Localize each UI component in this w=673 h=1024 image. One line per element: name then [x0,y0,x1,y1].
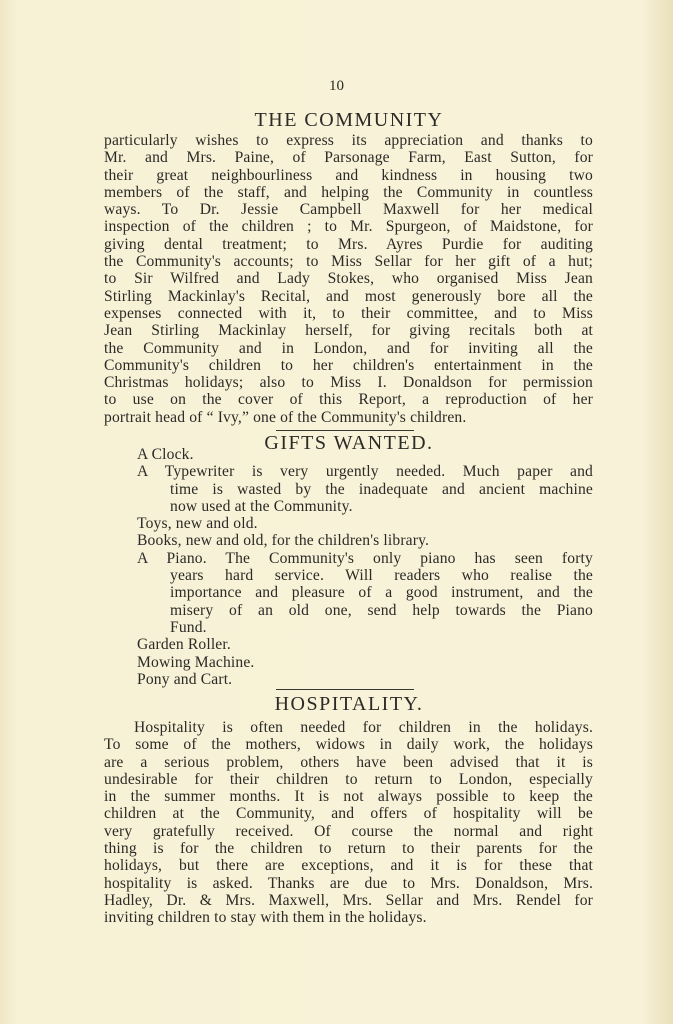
gift-item-line: Books, new and old, for the children's library. [137,532,430,550]
text-line: portrait head of “ Ivy,” one of the Community's children. [104,408,467,426]
text-line: the Community's accounts; to Miss Sellar for her gift of a hut; [104,253,593,271]
text-line: Hospitality is often needed for children in the holidays. [134,719,593,736]
text-line: To some of the mothers, widows in daily work, the holidays [104,736,593,754]
gift-item [137,550,593,636]
text-line: inspection of the children ; to Mr. Spurgeon, of Maidstone, for [104,218,593,236]
section-divider [276,689,414,690]
gift-item [137,446,593,463]
section-heading-community: THE COMMUNITY [254,109,444,131]
section-heading-hospitality: HOSPITALITY. [274,693,424,715]
text-line: very gratefully received. Of course the normal and right [104,822,593,840]
text-line: Community's children to her children's entertainment in the [104,356,593,374]
gift-item-line: time is wasted by the inadequate and ancient machine [170,480,593,498]
gift-item-line: now used at the Community. [170,497,353,515]
gift-item [137,532,593,549]
gifts-wanted-list [137,446,593,688]
gift-item-line: A Piano. The Community's only piano has seen forty [137,549,593,567]
text-line: thing is for the children to return to their parents for the [104,840,593,858]
text-line: members of the staff, and helping the Community in countless [104,183,593,201]
gift-item-line: years hard service. Will readers who realise the [170,567,593,585]
text-line: ways. To Dr. Jessie Campbell Maxwell for her medical [104,201,593,219]
gift-item [137,636,593,653]
text-line: inviting children to stay with them in the holidays. [104,909,427,927]
text-line: Christmas holidays; also to Miss I. Donaldson for permission [104,374,593,392]
text-line: in the summer months. It is not always possible to keep the [104,788,593,806]
text-line: Hadley, Dr. & Mrs. Maxwell, Mrs. Sellar and Mrs. Rendel for [104,891,593,909]
gift-item-line: Garden Roller. [137,636,231,654]
section-heading-gifts-wanted: GIFTS WANTED. [264,432,434,454]
gift-item-line: Mowing Machine. [137,653,255,671]
text-line: to use on the cover of this Report, a reproduction of her [104,391,593,409]
community-paragraph [104,132,593,426]
text-line: their great neighbourliness and kindness in housing two [104,166,593,184]
gift-item [137,463,593,515]
text-line: giving dental treatment; to Mrs. Ayres Purdie for auditing [104,235,593,253]
gift-item-line: Pony and Cart. [137,670,233,688]
gift-item-line: misery of an old one, send help towards the Piano [170,601,593,619]
text-line: hospitality is asked. Thanks are due to Mrs. Donaldson, Mrs. [104,874,593,892]
gift-item-line: Fund. [170,618,207,636]
gift-item-line: A Typewriter is very urgently needed. Much paper and [137,463,593,481]
page-number: 10 [329,78,344,94]
text-line: Mr. and Mrs. Paine, of Parsonage Farm, East Sutton, for [104,149,593,167]
gift-item [137,654,593,671]
text-line: are a serious problem, others have been advised that it is [104,753,593,771]
gift-item-line: A Clock. [137,446,194,463]
gift-item [137,515,593,532]
text-line: the Community and in London, and for inviting all the [104,339,593,357]
hospitality-paragraph [104,719,593,927]
gift-item-line: importance and pleasure of a good instrument, and the [170,584,593,602]
section-divider [276,430,414,431]
text-line: expenses connected with it, to their committee, and to Miss [104,304,593,322]
text-line: holidays, but there are exceptions, and it is for these that [104,857,593,875]
text-line: particularly wishes to express its appreciation and thanks to [104,132,593,149]
text-line: Jean Stirling Mackinlay herself, for giving recitals both at [104,322,593,340]
text-line: to Sir Wilfred and Lady Stokes, who organised Miss Jean [104,270,593,288]
gift-item-line: Toys, new and old. [137,515,258,533]
text-line: children at the Community, and offers of hospitality will be [104,805,593,823]
text-line: undesirable for their children to return to London, especially [104,770,593,788]
gift-item [137,671,593,688]
text-line: Stirling Mackinlay's Recital, and most generously bore all the [104,287,593,305]
